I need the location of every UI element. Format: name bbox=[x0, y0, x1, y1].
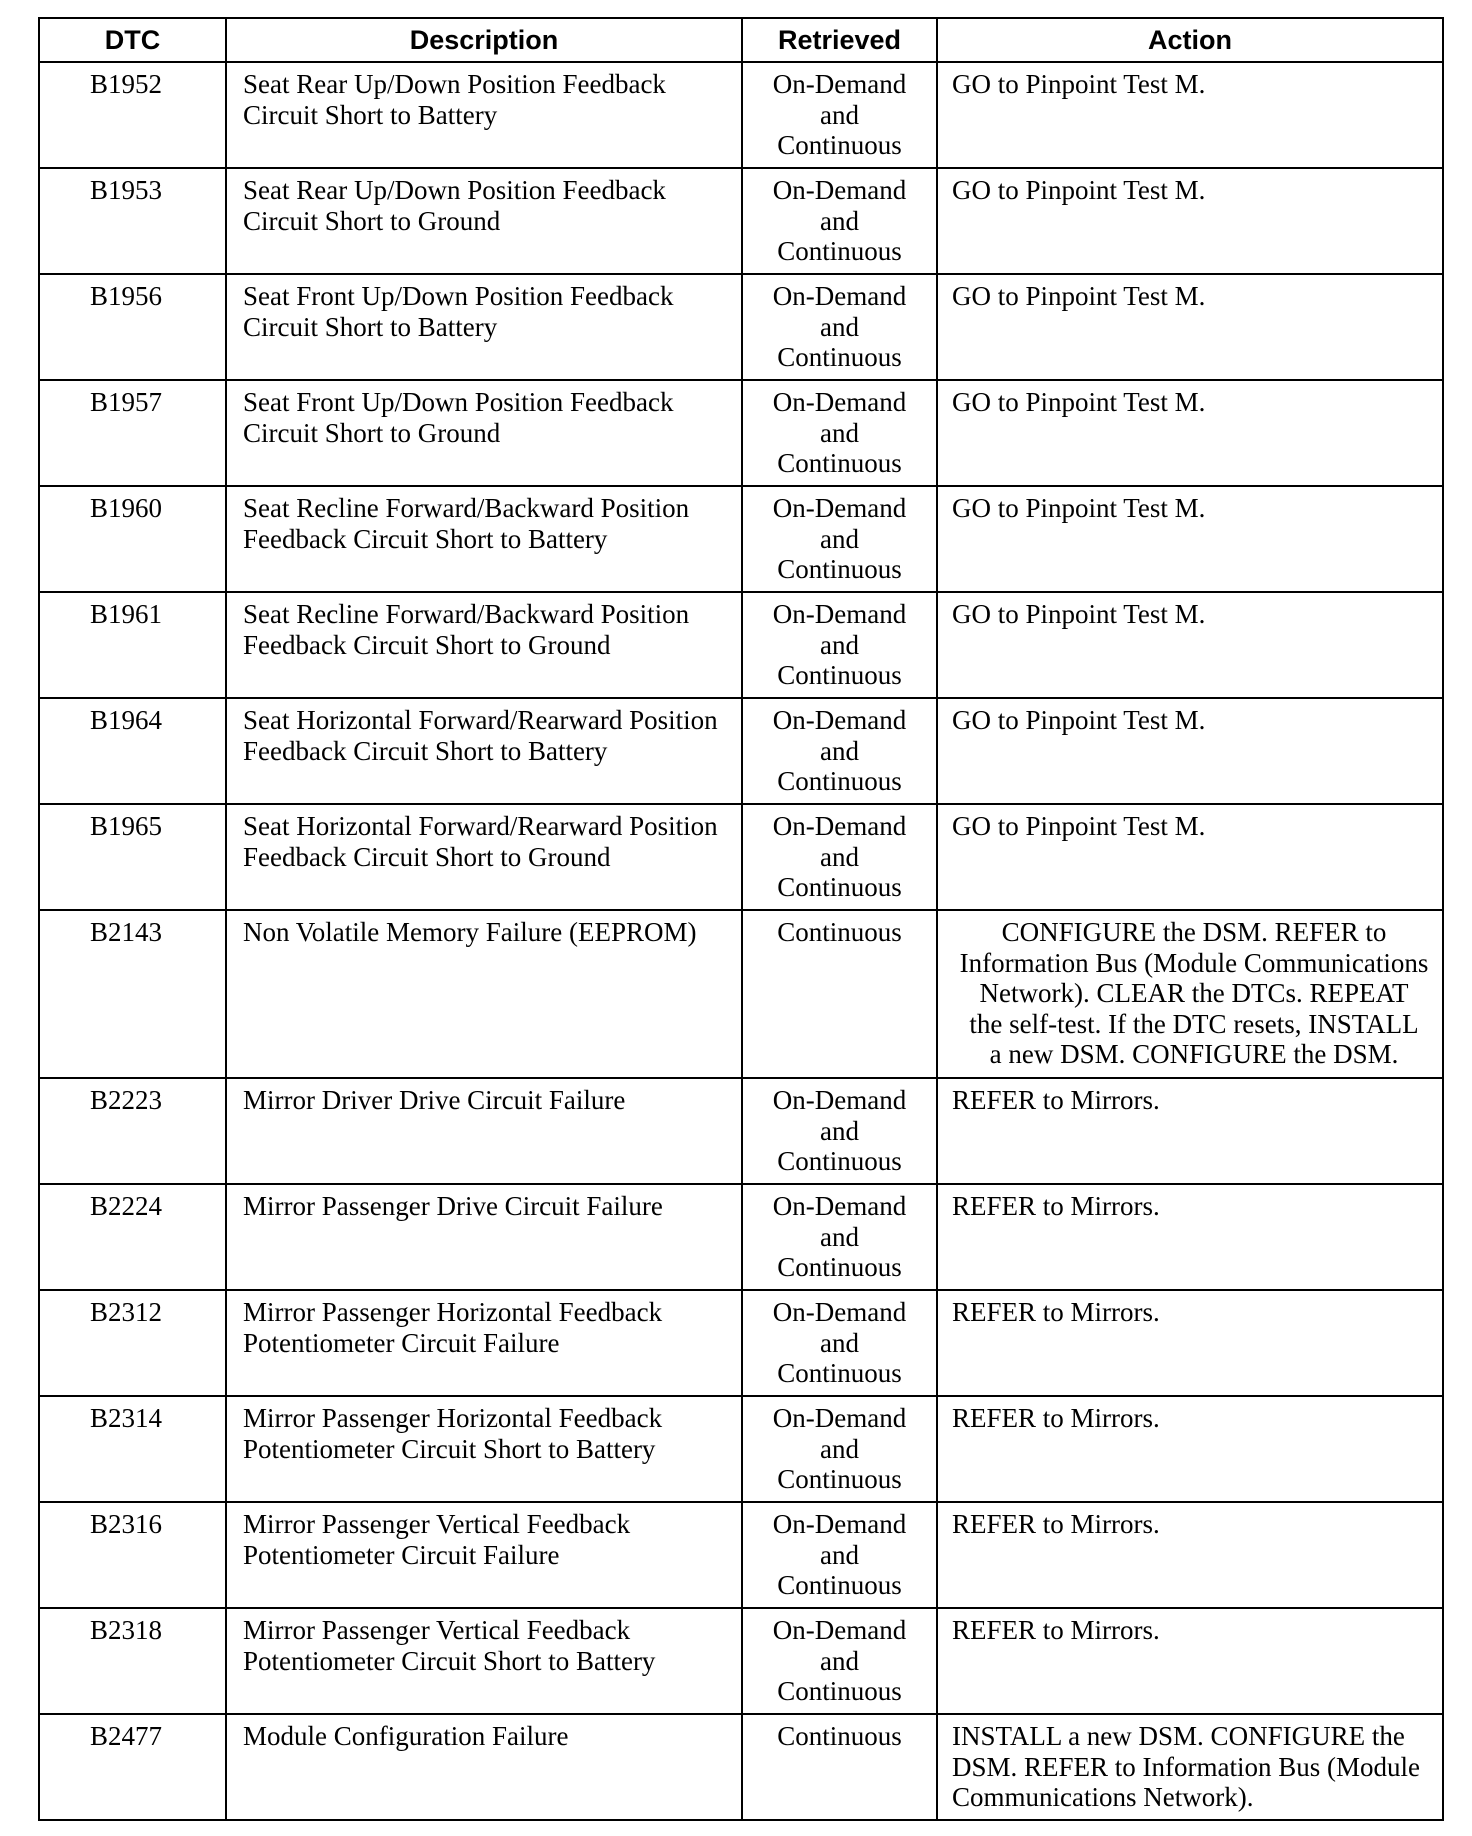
table-row bbox=[39, 168, 1443, 274]
cell-retrieved: On-Demand and Continuous bbox=[742, 592, 937, 698]
cell-retrieved: On-Demand and Continuous bbox=[742, 1608, 937, 1714]
cell-dtc: B2143 bbox=[39, 910, 226, 1078]
cell-action: GO to Pinpoint Test M. bbox=[937, 486, 1443, 592]
table-row bbox=[39, 1502, 1443, 1608]
table-row bbox=[39, 698, 1443, 804]
cell-description: Seat Recline Forward/Backward Position Feedback Circuit Short to Ground bbox=[226, 592, 742, 698]
cell-retrieved: On-Demand and Continuous bbox=[742, 1184, 937, 1290]
cell-description: Mirror Passenger Horizontal Feedback Potentiometer Circuit Failure bbox=[226, 1290, 742, 1396]
cell-action: GO to Pinpoint Test M. bbox=[937, 804, 1443, 910]
cell-action: REFER to Mirrors. bbox=[937, 1396, 1443, 1502]
table-row bbox=[39, 1184, 1443, 1290]
cell-action: REFER to Mirrors. bbox=[937, 1290, 1443, 1396]
table-body bbox=[39, 62, 1443, 1820]
cell-description: Seat Horizontal Forward/Rearward Position Feedback Circuit Short to Ground bbox=[226, 804, 742, 910]
cell-dtc: B1953 bbox=[39, 168, 226, 274]
cell-retrieved: On-Demand and Continuous bbox=[742, 1502, 937, 1608]
cell-dtc: B2314 bbox=[39, 1396, 226, 1502]
cell-description: Seat Horizontal Forward/Rearward Position Feedback Circuit Short to Battery bbox=[226, 698, 742, 804]
dtc-table bbox=[38, 17, 1444, 1821]
cell-action: GO to Pinpoint Test M. bbox=[937, 592, 1443, 698]
cell-action: GO to Pinpoint Test M. bbox=[937, 62, 1443, 168]
table-row bbox=[39, 592, 1443, 698]
cell-action: CONFIGURE the DSM. REFER to Information Bus (Module Communications Network). CLEAR the DTCs. REPEAT the self-test. If the DTC resets, INSTALL a new DSM. CONFIGURE the DSM. bbox=[937, 910, 1443, 1078]
table-row bbox=[39, 804, 1443, 910]
cell-dtc: B2477 bbox=[39, 1714, 226, 1820]
cell-action: GO to Pinpoint Test M. bbox=[937, 274, 1443, 380]
cell-description: Mirror Passenger Drive Circuit Failure bbox=[226, 1184, 742, 1290]
header-dtc: DTC bbox=[39, 18, 226, 62]
table-row bbox=[39, 1290, 1443, 1396]
cell-dtc: B1965 bbox=[39, 804, 226, 910]
cell-retrieved: On-Demand and Continuous bbox=[742, 168, 937, 274]
cell-dtc: B1957 bbox=[39, 380, 226, 486]
cell-retrieved: Continuous bbox=[742, 1714, 937, 1820]
cell-description: Seat Front Up/Down Position Feedback Circuit Short to Battery bbox=[226, 274, 742, 380]
cell-dtc: B1960 bbox=[39, 486, 226, 592]
cell-dtc: B2223 bbox=[39, 1078, 226, 1184]
cell-description: Non Volatile Memory Failure (EEPROM) bbox=[226, 910, 742, 1078]
cell-dtc: B2224 bbox=[39, 1184, 226, 1290]
cell-retrieved: On-Demand and Continuous bbox=[742, 1290, 937, 1396]
cell-description: Seat Rear Up/Down Position Feedback Circuit Short to Battery bbox=[226, 62, 742, 168]
table-row bbox=[39, 1078, 1443, 1184]
cell-retrieved: On-Demand and Continuous bbox=[742, 1078, 937, 1184]
table-row bbox=[39, 486, 1443, 592]
cell-retrieved: On-Demand and Continuous bbox=[742, 1396, 937, 1502]
cell-action: REFER to Mirrors. bbox=[937, 1502, 1443, 1608]
header-row bbox=[39, 18, 1443, 62]
cell-retrieved: On-Demand and Continuous bbox=[742, 486, 937, 592]
cell-description: Seat Rear Up/Down Position Feedback Circuit Short to Ground bbox=[226, 168, 742, 274]
cell-description: Mirror Passenger Vertical Feedback Potentiometer Circuit Short to Battery bbox=[226, 1608, 742, 1714]
cell-retrieved: On-Demand and Continuous bbox=[742, 380, 937, 486]
cell-dtc: B1956 bbox=[39, 274, 226, 380]
cell-description: Mirror Driver Drive Circuit Failure bbox=[226, 1078, 742, 1184]
cell-retrieved: Continuous bbox=[742, 910, 937, 1078]
cell-action: GO to Pinpoint Test M. bbox=[937, 698, 1443, 804]
table-header bbox=[39, 18, 1443, 62]
cell-description: Mirror Passenger Vertical Feedback Potentiometer Circuit Failure bbox=[226, 1502, 742, 1608]
cell-action: REFER to Mirrors. bbox=[937, 1078, 1443, 1184]
cell-dtc: B1964 bbox=[39, 698, 226, 804]
header-description: Description bbox=[226, 18, 742, 62]
table-row bbox=[39, 1396, 1443, 1502]
table-row bbox=[39, 1608, 1443, 1714]
table-row bbox=[39, 1714, 1443, 1820]
cell-dtc: B2318 bbox=[39, 1608, 226, 1714]
cell-description: Seat Front Up/Down Position Feedback Circuit Short to Ground bbox=[226, 380, 742, 486]
cell-dtc: B1961 bbox=[39, 592, 226, 698]
cell-action: GO to Pinpoint Test M. bbox=[937, 168, 1443, 274]
cell-action: REFER to Mirrors. bbox=[937, 1608, 1443, 1714]
cell-description: Module Configuration Failure bbox=[226, 1714, 742, 1820]
cell-dtc: B2316 bbox=[39, 1502, 226, 1608]
table-row bbox=[39, 380, 1443, 486]
cell-retrieved: On-Demand and Continuous bbox=[742, 274, 937, 380]
header-action: Action bbox=[937, 18, 1443, 62]
cell-retrieved: On-Demand and Continuous bbox=[742, 698, 937, 804]
cell-dtc: B2312 bbox=[39, 1290, 226, 1396]
cell-action: INSTALL a new DSM. CONFIGURE the DSM. REFER to Information Bus (Module Communications Network). bbox=[937, 1714, 1443, 1820]
cell-action: GO to Pinpoint Test M. bbox=[937, 380, 1443, 486]
cell-description: Mirror Passenger Horizontal Feedback Potentiometer Circuit Short to Battery bbox=[226, 1396, 742, 1502]
header-retrieved: Retrieved bbox=[742, 18, 937, 62]
cell-description: Seat Recline Forward/Backward Position Feedback Circuit Short to Battery bbox=[226, 486, 742, 592]
table-row bbox=[39, 274, 1443, 380]
table-row bbox=[39, 910, 1443, 1078]
cell-retrieved: On-Demand and Continuous bbox=[742, 62, 937, 168]
cell-dtc: B1952 bbox=[39, 62, 226, 168]
cell-retrieved: On-Demand and Continuous bbox=[742, 804, 937, 910]
cell-action: REFER to Mirrors. bbox=[937, 1184, 1443, 1290]
table-row bbox=[39, 62, 1443, 168]
